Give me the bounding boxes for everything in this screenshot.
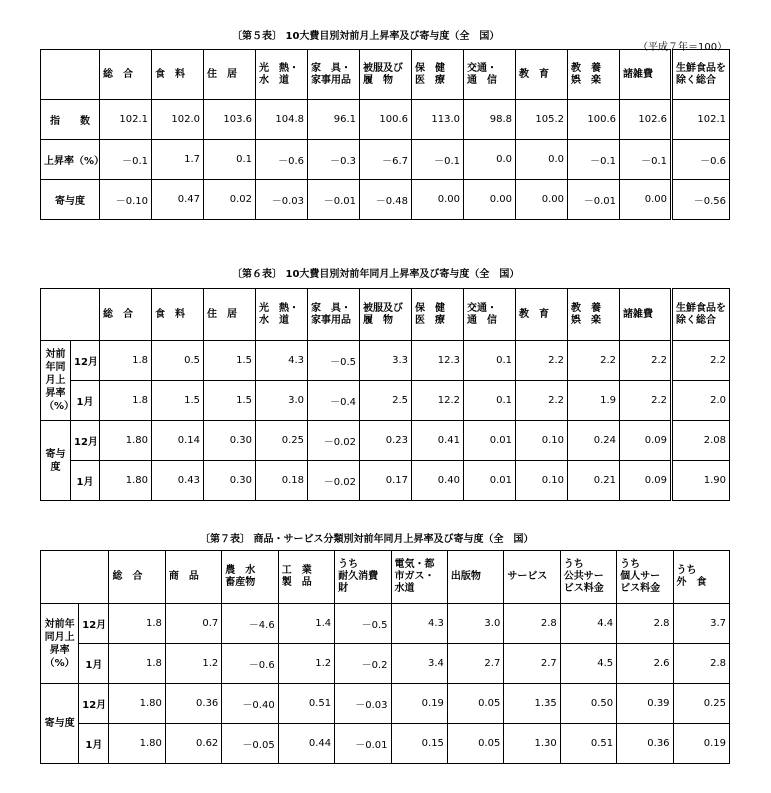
table-cell: －0.03 (335, 684, 391, 724)
row-month-label: 12月 (71, 341, 100, 381)
table-cell: 3.0 (256, 381, 308, 421)
column-header-line1: サービス (507, 571, 548, 582)
table-cell: －0.1 (568, 140, 620, 180)
column-header-line1: 教 育 (519, 308, 549, 320)
column-header (204, 50, 256, 100)
column-header (222, 551, 278, 604)
column-header (412, 50, 464, 100)
table-cell: 3.0 (447, 604, 503, 644)
table-cell: 0.02 (204, 180, 256, 220)
table5-note: （平成７年＝100） (638, 42, 728, 53)
table-cell: 0.10 (516, 421, 568, 461)
column-header-line2: 除く総合 (676, 314, 716, 326)
column-header (620, 289, 672, 341)
table-cell: －0.5 (308, 341, 360, 381)
table-cell: 1.80 (100, 461, 152, 501)
table6 (40, 288, 730, 501)
column-header-line1: 被服及び (363, 62, 403, 74)
column-header (568, 50, 620, 100)
table-cell: 1.80 (109, 724, 165, 764)
table-cell: 0.09 (620, 421, 672, 461)
column-header-line1: 諸雑費 (623, 308, 653, 320)
column-header-line1: うち (563, 559, 584, 570)
table-row (41, 724, 730, 764)
table-cell: 1.4 (278, 604, 334, 644)
table-cell: 0.51 (560, 724, 616, 764)
column-header (516, 50, 568, 100)
table-cell: 3.3 (360, 341, 412, 381)
table-cell: 0.17 (360, 461, 412, 501)
column-header-line1: 諸雑費 (623, 68, 653, 80)
column-header-line1: 住 居 (207, 308, 237, 320)
row-month-label: 1月 (79, 724, 109, 764)
table-cell: 0.00 (464, 180, 516, 220)
table-cell: 2.5 (360, 381, 412, 421)
table-cell: 0.62 (165, 724, 221, 764)
column-header (278, 551, 334, 604)
table-cell: 0.00 (620, 180, 672, 220)
table-cell: 0.36 (165, 684, 221, 724)
table-cell: 0.23 (360, 421, 412, 461)
table-cell: 0.1 (204, 140, 256, 180)
table-cell: 0.44 (278, 724, 334, 764)
table5-header-row (41, 50, 730, 100)
column-header (308, 289, 360, 341)
column-header (391, 551, 447, 604)
row-month-label: 12月 (71, 421, 100, 461)
column-header (204, 289, 256, 341)
table-cell: 1.80 (100, 421, 152, 461)
table-cell: 0.19 (673, 724, 729, 764)
column-header (335, 551, 391, 604)
table-cell: 98.8 (464, 100, 516, 140)
column-header (100, 289, 152, 341)
column-header-line1: うち (620, 559, 641, 570)
table-cell: －0.10 (100, 180, 152, 220)
column-header-line1: 生鮮食品を (676, 302, 726, 314)
column-header (620, 50, 672, 100)
table-cell: 1.5 (152, 381, 204, 421)
row-label: 上昇率（%） (41, 140, 100, 180)
row-month-label: 12月 (79, 604, 109, 644)
table-cell: 0.25 (673, 684, 729, 724)
column-header-line2: 医 療 (415, 314, 445, 326)
table-cell: －0.5 (335, 604, 391, 644)
column-header-line1: 総 合 (103, 308, 133, 320)
column-header-line1: うち (676, 565, 697, 576)
table-cell: 0.41 (412, 421, 464, 461)
table7 (40, 550, 730, 764)
column-header-line1: 農 水 (225, 565, 256, 576)
column-header-line2: 畜産物 (225, 577, 256, 588)
table6-corner (41, 289, 100, 341)
table-cell: 96.1 (308, 100, 360, 140)
table-cell: 2.2 (620, 341, 672, 381)
table7-header-row (41, 551, 730, 604)
table-cell: 1.2 (278, 644, 334, 684)
column-header-line2: 家事用品 (311, 74, 351, 86)
table-cell: 12.2 (412, 381, 464, 421)
table-cell: 1.30 (504, 724, 560, 764)
column-header-line2: 家事用品 (311, 314, 351, 326)
table-cell: 0.05 (447, 684, 503, 724)
table-cell: 105.2 (516, 100, 568, 140)
table7-title: 〔第７表〕 商品・サービス分類別対前年同月上昇率及び寄与度（全 国） (200, 534, 534, 545)
column-header-line1: 食 料 (155, 308, 185, 320)
column-header-line1: 生鮮食品を (676, 62, 726, 74)
table-cell: －0.02 (308, 421, 360, 461)
table-cell: 0.21 (568, 461, 620, 501)
table-cell: 4.3 (256, 341, 308, 381)
column-header-line2: 履 物 (363, 314, 393, 326)
column-header (165, 551, 221, 604)
table-cell: 1.2 (165, 644, 221, 684)
column-header (672, 289, 730, 341)
table-cell: 4.5 (560, 644, 616, 684)
table-cell: －0.01 (568, 180, 620, 220)
column-header (617, 551, 673, 604)
table-row (41, 180, 730, 220)
table-row (41, 644, 730, 684)
table-row (41, 341, 730, 381)
table6-header-row (41, 289, 730, 341)
column-header (256, 50, 308, 100)
table5-corner (41, 50, 100, 100)
row-label: 指 数 (41, 100, 100, 140)
table-cell: 0.05 (447, 724, 503, 764)
table-cell: 0.1 (464, 341, 516, 381)
row-group-label: 対前年同月上昇率（%） (41, 604, 79, 684)
table-cell: 0.09 (620, 461, 672, 501)
table-cell: 2.2 (516, 341, 568, 381)
column-header-line2: 医 療 (415, 74, 445, 86)
column-header (412, 289, 464, 341)
table-cell: －0.05 (222, 724, 278, 764)
column-header-line1: 教 養 (571, 302, 601, 314)
column-header-line1: 総 合 (103, 68, 133, 80)
table-cell: －0.03 (256, 180, 308, 220)
table-cell: －0.1 (412, 140, 464, 180)
table-row (41, 684, 730, 724)
table-cell: 2.7 (447, 644, 503, 684)
column-header (464, 50, 516, 100)
column-header-line1: 保 健 (415, 62, 445, 74)
table-cell: 2.8 (673, 644, 729, 684)
table-cell: 2.2 (672, 341, 730, 381)
table-cell: 100.6 (360, 100, 412, 140)
table-row (41, 421, 730, 461)
row-group-label: 寄与度 (41, 421, 71, 501)
table-cell: 1.8 (100, 341, 152, 381)
table-cell: 0.19 (391, 684, 447, 724)
table-cell: 102.1 (100, 100, 152, 140)
table-cell: －0.2 (335, 644, 391, 684)
table-cell: 1.8 (109, 644, 165, 684)
column-header-line2: 耐久消費財 (338, 571, 379, 594)
column-header-line1: 家 具・ (311, 62, 351, 74)
column-header-line2: 個人サービス料金 (620, 571, 661, 594)
table-cell: －0.40 (222, 684, 278, 724)
row-month-label: 1月 (71, 381, 100, 421)
row-month-label: 1月 (71, 461, 100, 501)
table-row (41, 381, 730, 421)
table-cell: 2.2 (620, 381, 672, 421)
column-header-line2: 製 品 (281, 577, 312, 588)
column-header-line2: 公共サービス料金 (563, 571, 604, 594)
table-cell: －0.02 (308, 461, 360, 501)
column-header (464, 289, 516, 341)
column-header (516, 289, 568, 341)
table-cell: 0.30 (204, 421, 256, 461)
table-cell: －0.6 (222, 644, 278, 684)
column-header-line1: 商 品 (168, 571, 199, 582)
table-cell: 1.7 (152, 140, 204, 180)
row-label: 寄与度 (41, 180, 100, 220)
table-cell: 104.8 (256, 100, 308, 140)
column-header (360, 289, 412, 341)
table-cell: 1.80 (109, 684, 165, 724)
column-header-line1: 光 熱・ (259, 62, 299, 74)
column-header-line2: 水 道 (259, 314, 289, 326)
table-cell: －0.6 (672, 140, 730, 180)
table-cell: 2.08 (672, 421, 730, 461)
table-cell: 0.00 (412, 180, 464, 220)
table-cell: 0.18 (256, 461, 308, 501)
table-row (41, 100, 730, 140)
table5 (40, 49, 730, 220)
column-header-line1: うち (338, 559, 359, 570)
table-cell: 113.0 (412, 100, 464, 140)
table-cell: 3.4 (391, 644, 447, 684)
table-cell: －0.4 (308, 381, 360, 421)
table-cell: 0.36 (617, 724, 673, 764)
row-month-label: 12月 (79, 684, 109, 724)
column-header-line1: 交通・ (467, 302, 497, 314)
column-header (560, 551, 616, 604)
table-cell: －0.1 (100, 140, 152, 180)
table-cell: 0.1 (464, 381, 516, 421)
table-cell: －0.3 (308, 140, 360, 180)
table-cell: 0.51 (278, 684, 334, 724)
table-cell: 12.3 (412, 341, 464, 381)
table-cell: 1.90 (672, 461, 730, 501)
column-header (360, 50, 412, 100)
table-cell: 0.24 (568, 421, 620, 461)
table-cell: 103.6 (204, 100, 256, 140)
table-cell: 4.3 (391, 604, 447, 644)
column-header-line1: 家 具・ (311, 302, 351, 314)
column-header-line1: 被服及び (363, 302, 403, 314)
table-cell: －0.6 (256, 140, 308, 180)
column-header-line1: 電気・都 (394, 559, 435, 570)
table-cell: 0.00 (516, 180, 568, 220)
table-cell: 1.8 (100, 381, 152, 421)
table-cell: 0.25 (256, 421, 308, 461)
column-header-line2: 通 信 (467, 74, 497, 86)
row-group-label: 寄与度 (41, 684, 79, 764)
table-cell: 1.8 (109, 604, 165, 644)
table7-corner (41, 551, 109, 604)
column-header (109, 551, 165, 604)
table-cell: 1.35 (504, 684, 560, 724)
table-cell: 0.01 (464, 461, 516, 501)
column-header (100, 50, 152, 100)
table-cell: －0.01 (308, 180, 360, 220)
table-cell: 0.7 (165, 604, 221, 644)
table-row (41, 140, 730, 180)
table-cell: 0.47 (152, 180, 204, 220)
table-cell: 0.15 (391, 724, 447, 764)
column-header-line2: 水 道 (259, 74, 289, 86)
table-cell: 2.0 (672, 381, 730, 421)
column-header (256, 289, 308, 341)
table-cell: 2.2 (516, 381, 568, 421)
table-cell: 0.10 (516, 461, 568, 501)
table-cell: －0.48 (360, 180, 412, 220)
table-cell: 0.43 (152, 461, 204, 501)
column-header-line1: 食 料 (155, 68, 185, 80)
column-header-line1: 交通・ (467, 62, 497, 74)
table-cell: 2.6 (617, 644, 673, 684)
table6-title: 〔第６表〕 10大費目別対前年同月上昇率及び寄与度（全 国） (232, 269, 520, 280)
table-cell: 0.01 (464, 421, 516, 461)
column-header (673, 551, 729, 604)
row-month-label: 1月 (79, 644, 109, 684)
table-cell: －0.01 (335, 724, 391, 764)
column-header (308, 50, 360, 100)
table-cell: 2.7 (504, 644, 560, 684)
column-header-line1: 保 健 (415, 302, 445, 314)
table-cell: －4.6 (222, 604, 278, 644)
table-cell: 0.5 (152, 341, 204, 381)
column-header (152, 50, 204, 100)
column-header-line1: 総 合 (112, 571, 143, 582)
column-header-line1: 工 業 (281, 565, 312, 576)
column-header-line2: 娯 楽 (571, 314, 601, 326)
table-cell: 102.6 (620, 100, 672, 140)
column-header (152, 289, 204, 341)
column-header-line1: 教 養 (571, 62, 601, 74)
table-cell: 102.1 (672, 100, 730, 140)
column-header-line2: 市ガス・水道 (394, 571, 435, 594)
table-cell: 0.0 (516, 140, 568, 180)
table-cell: 1.5 (204, 381, 256, 421)
table-cell: 0.14 (152, 421, 204, 461)
column-header-line2: 通 信 (467, 314, 497, 326)
column-header-line2: 除く総合 (676, 74, 716, 86)
column-header-line2: 娯 楽 (571, 74, 601, 86)
table-cell: 0.30 (204, 461, 256, 501)
column-header (447, 551, 503, 604)
table-cell: 102.0 (152, 100, 204, 140)
column-header-line1: 教 育 (519, 68, 549, 80)
table-cell: 3.7 (673, 604, 729, 644)
column-header (504, 551, 560, 604)
table-cell: 0.40 (412, 461, 464, 501)
table-cell: 2.2 (568, 341, 620, 381)
table-cell: 4.4 (560, 604, 616, 644)
table-cell: 100.6 (568, 100, 620, 140)
table-cell: 0.0 (464, 140, 516, 180)
table-cell: －0.1 (620, 140, 672, 180)
column-header-line1: 出版物 (450, 571, 481, 582)
row-group-label: 対前年同月上昇率（%） (41, 341, 71, 421)
table-cell: －6.7 (360, 140, 412, 180)
column-header-line2: 外 食 (676, 577, 707, 588)
table-cell: －0.56 (672, 180, 730, 220)
column-header (568, 289, 620, 341)
table-cell: 0.39 (617, 684, 673, 724)
table-cell: 0.50 (560, 684, 616, 724)
table-row (41, 604, 730, 644)
column-header-line1: 光 熱・ (259, 302, 299, 314)
table5-title: 〔第５表〕 10大費目別対前月上昇率及び寄与度（全 国） (232, 31, 500, 42)
table-cell: 1.9 (568, 381, 620, 421)
table-cell: 2.8 (504, 604, 560, 644)
table-cell: 1.5 (204, 341, 256, 381)
column-header-line1: 住 居 (207, 68, 237, 80)
column-header (672, 50, 730, 100)
table-cell: 2.8 (617, 604, 673, 644)
table-row (41, 461, 730, 501)
column-header-line2: 履 物 (363, 74, 393, 86)
